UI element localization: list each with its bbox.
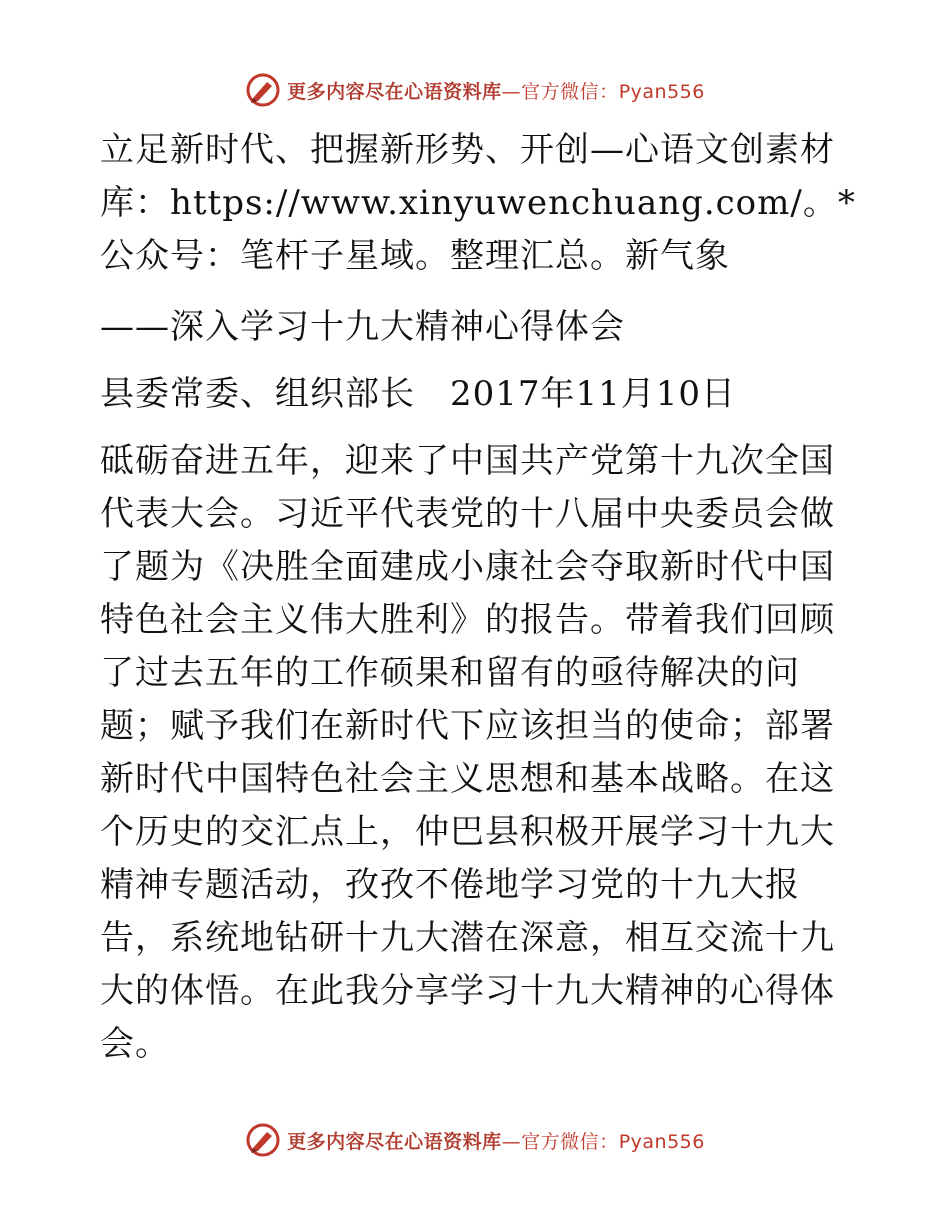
banner-wechat-id: Pyan556 — [618, 80, 705, 103]
byline: 县委常委、组织部长 2017年11月10日 — [100, 374, 737, 414]
subtitle: ——深入学习十九大精神心得体会 — [100, 307, 625, 347]
document-body — [100, 124, 860, 1089]
banner-text — [287, 77, 705, 104]
pen-circle-logo-icon — [245, 72, 281, 108]
banner-text — [287, 1127, 705, 1154]
banner-wechat-id: Pyan556 — [618, 1130, 705, 1153]
banner-official-wechat: —官方微信： — [501, 1130, 619, 1153]
header-banner — [0, 72, 950, 108]
body-paragraph: 砥砺奋进五年，迎来了中国共产党第十九次全国代表大会。习近平代表党的十八届中央委员会做了题为《决胜全面建成小康社会夺取新时代中国特色社会主义伟大胜利》的报告。带着我们回顾了过去五年的工作硕果和留有的亟待解决的问题；赋予我们在新时代下应该担当的使命；部署新时代中国特色社会主义思想和基本战略。在这个历史的交汇点上，仲巴县积极开展学习十九大精神专题活动，孜孜不倦地学习党的十九大报告，系统地钻研十九大潜在深意，相互交流十九大的体悟。在此我分享学习十九大精神的心得体会。 — [100, 441, 835, 1064]
banner-official-wechat: —官方微信： — [501, 80, 619, 103]
banner-lead: 更多内容尽在心语资料库 — [287, 1130, 502, 1153]
banner-lead: 更多内容尽在心语资料库 — [287, 80, 502, 103]
pen-circle-logo-icon — [245, 1122, 281, 1158]
intro-paragraph: 立足新时代、把握新形势、开创—心语文创素材库：https://www.xinyuwenchuang.com/。*公众号：笔杆子星域。整理汇总。新气象 — [100, 130, 856, 276]
footer-banner — [0, 1122, 950, 1158]
